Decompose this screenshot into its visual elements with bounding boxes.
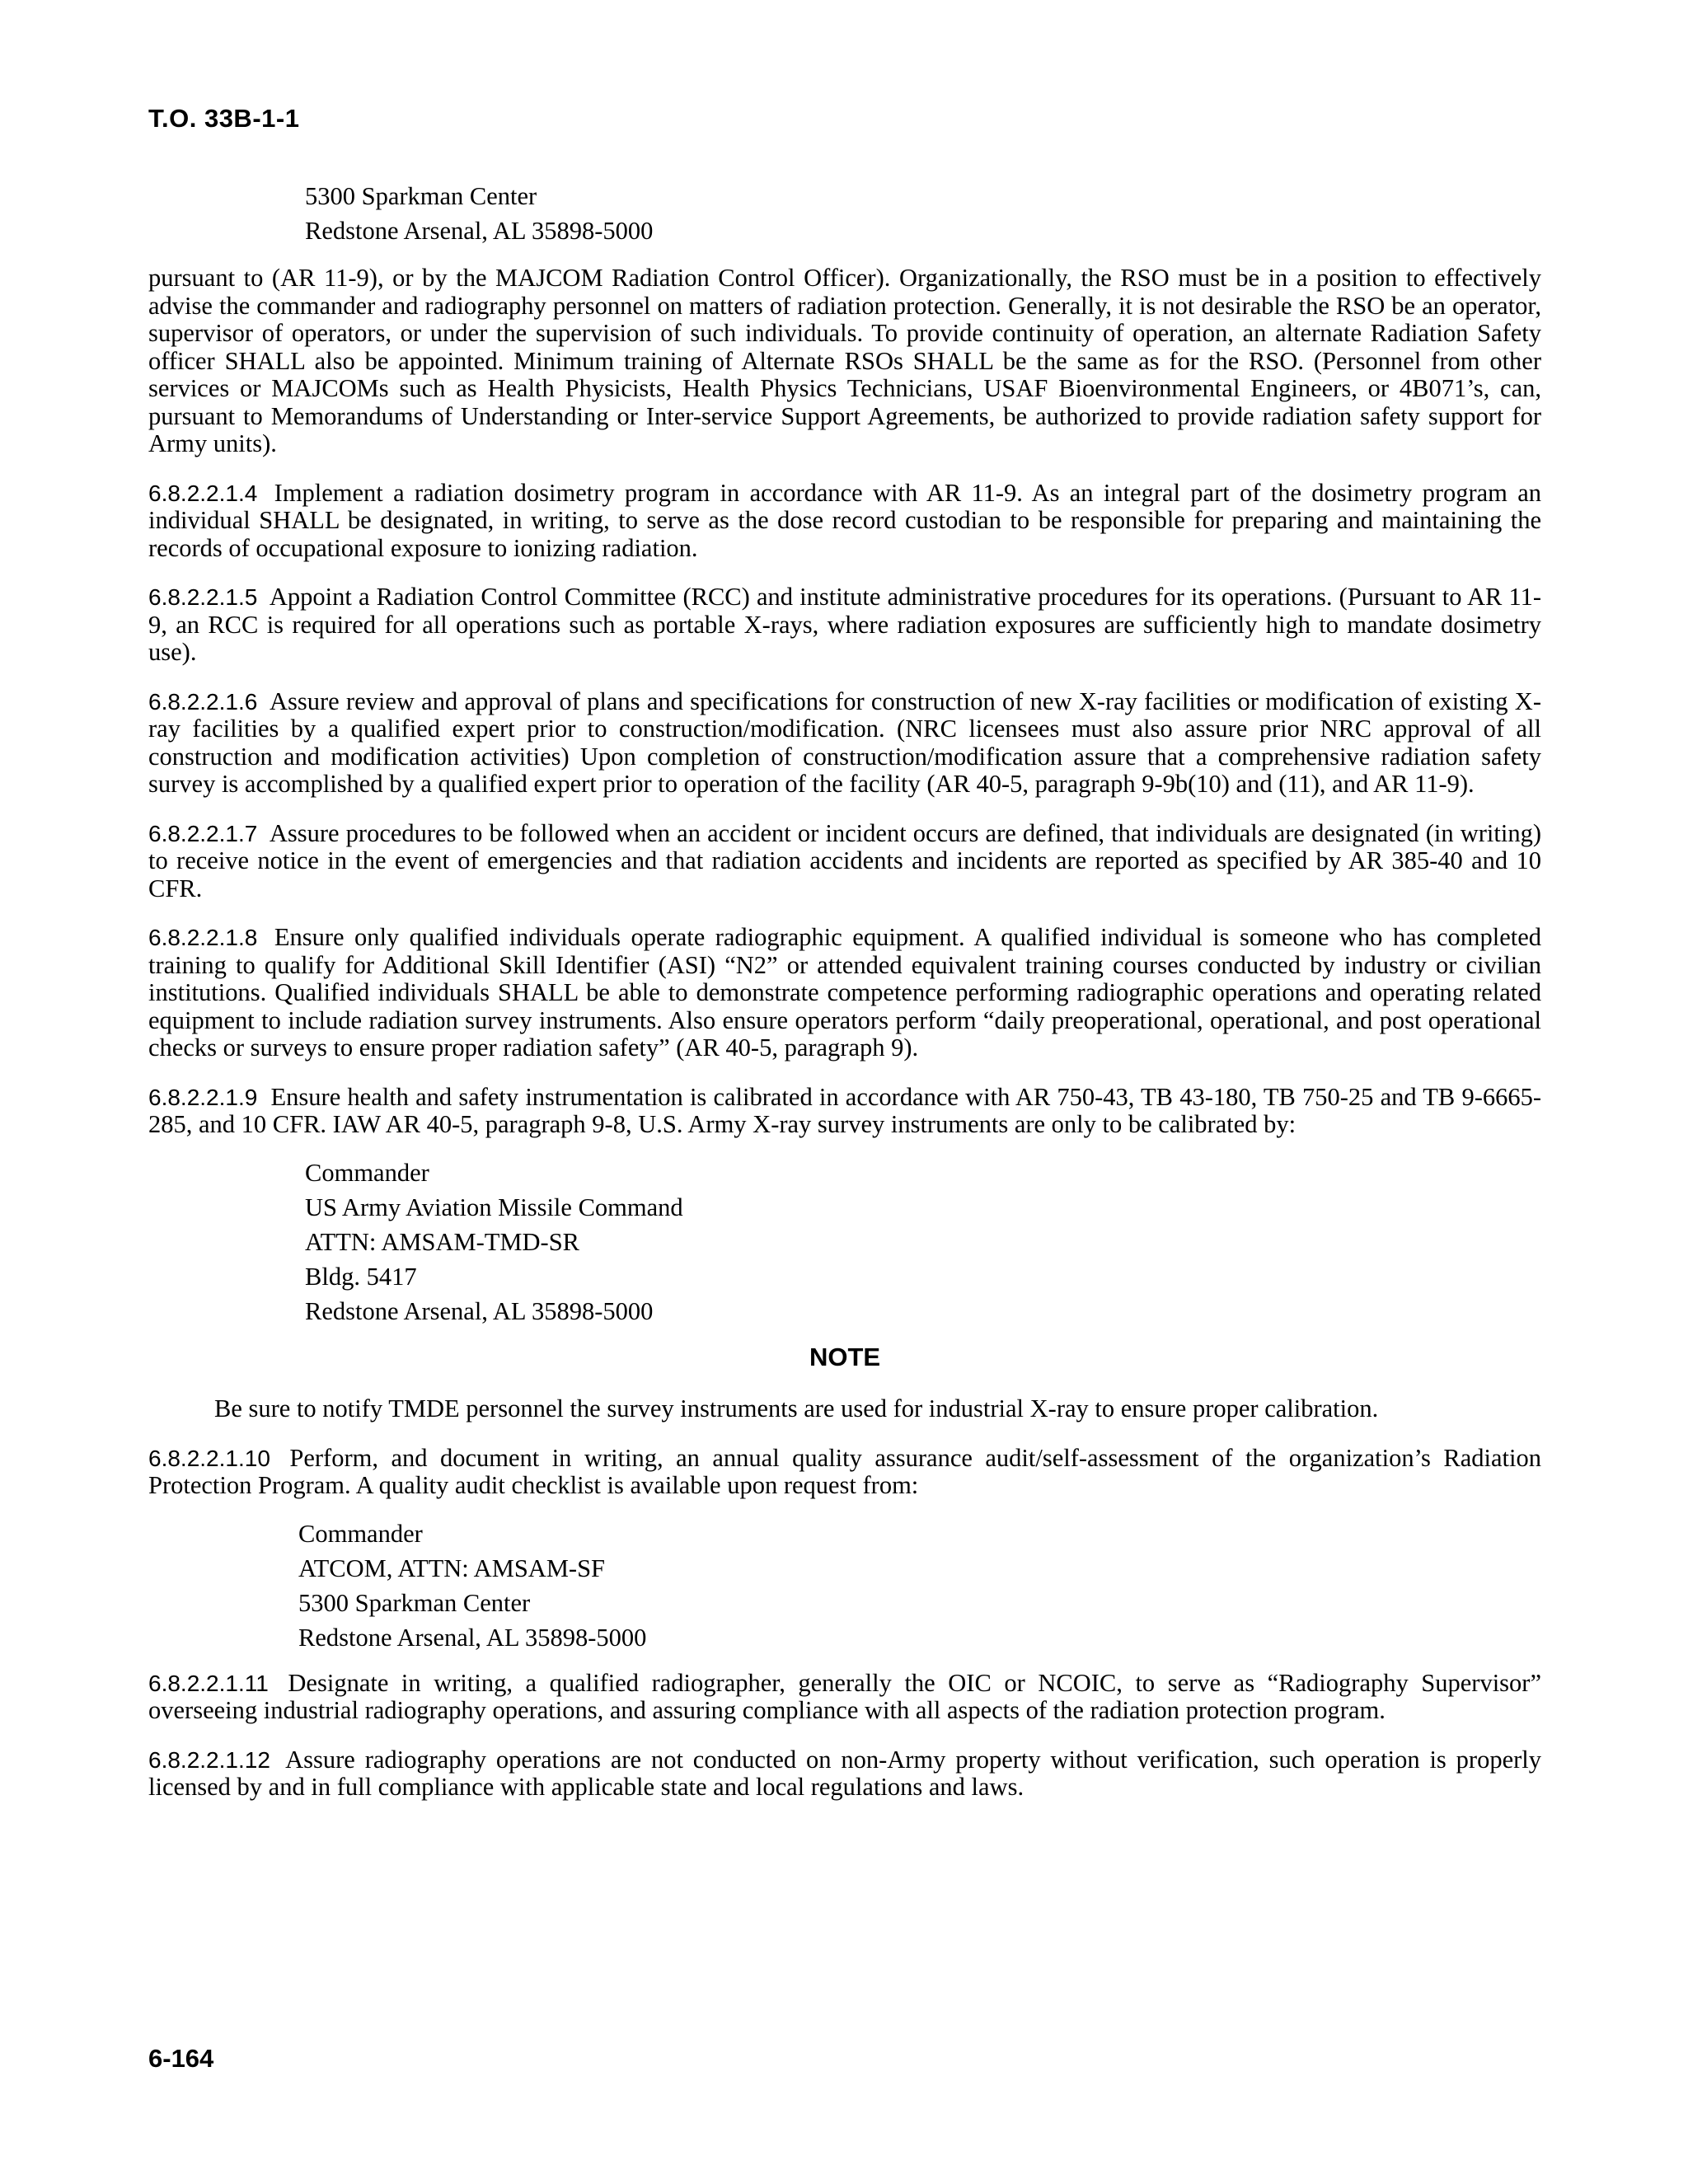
paragraph-number: 6.8.2.2.1.11 (148, 1670, 269, 1696)
address-line: US Army Aviation Missile Command (305, 1193, 683, 1221)
page-body (148, 179, 1541, 1823)
paragraph-number: 6.8.2.2.1.12 (148, 1746, 270, 1773)
paragraph-6-8-2-2-1-7 (148, 820, 1541, 903)
paragraph-number: 6.8.2.2.1.8 (148, 925, 258, 950)
address-block-top (305, 179, 1541, 248)
paragraph-text: Ensure only qualified individuals operate radiographic equipment. A qualified individual is someone who has completed training to qualify for Additional Skill Identifier (ASI) “N2” or attended equivalent training courses conducted by industry or civilian institutions. Qualified individuals SHALL be able to demonstrate competence performing radiographic operations and operating related equipment to include radiation survey instruments. Also ensure operators perform “daily preoperational, operational, and post operational checks or surveys to ensure proper radiation safety” (AR 40-5, paragraph 9). (148, 923, 1542, 1062)
address-line: Redstone Arsenal, AL 35898-5000 (305, 217, 654, 245)
note-heading: NOTE (809, 1342, 881, 1371)
address-line: Bldg. 5417 (305, 1262, 417, 1291)
address-line: Redstone Arsenal, AL 35898-5000 (305, 1296, 654, 1325)
paragraph-text: Implement a radiation dosimetry program in accordance with AR 11-9. As an integral part of the dosimetry program an individual SHALL be designated, in writing, to serve as the dose record custodian to be responsible for preparing and maintaining the records of occupational exposure to ionizing radiation. (148, 478, 1541, 562)
address-line: Redstone Arsenal, AL 35898-5000 (298, 1623, 647, 1652)
address-line: 5300 Sparkman Center (298, 1588, 531, 1617)
document-id: T.O. 33B-1-1 (148, 104, 300, 133)
intro-paragraph: pursuant to (AR 11-9), or by the MAJCOM Radiation Control Officer). Organizationally, the RSO must be in a position to effectively advise the commander and radiography personnel on matters of radiation protection. Generally, it is not desirable the RSO be an operator, supervisor of operators, or under the supervision of such individuals. To provide continuity of operation, an alternate Radiation Safety officer SHALL also be appointed. Minimum training of Alternate RSOs SHALL be the same as for the RSO. (Personnel from other services or MAJCOMs such as Health Physicists, Health Physics Technicians, USAF Bioenvironmental Engineers, or 4B071’s, can, pursuant to Memorandums of Understanding or Inter-service Support Agreements, be authorized to provide radiation safety support for Army units). (148, 264, 1541, 457)
paragraph-number: 6.8.2.2.1.7 (148, 820, 258, 846)
address-line: ATCOM, ATTN: AMSAM-SF (298, 1554, 606, 1582)
paragraph-6-8-2-2-1-4 (148, 480, 1541, 563)
page-number: 6-164 (148, 2044, 214, 2073)
paragraph-6-8-2-2-1-6 (148, 688, 1541, 799)
paragraph-number: 6.8.2.2.1.10 (148, 1445, 270, 1471)
paragraph-6-8-2-2-1-12 (148, 1746, 1541, 1802)
paragraph-number: 6.8.2.2.1.9 (148, 1084, 258, 1110)
paragraph-number: 6.8.2.2.1.4 (148, 480, 258, 506)
paragraph-text: Ensure health and safety instrumentation is calibrated in accordance with AR 750-43, TB 43-180, TB 750-25 and TB 9-6665-285, and 10 CFR. IAW AR 40-5, paragraph 9-8, U.S. Army X-ray survey instruments are only to be calibrated by: (148, 1082, 1542, 1138)
paragraph-text: Appoint a Radiation Control Committee (RCC) and institute administrative procedures for its operations. (Pursuant to AR 11-9, an RCC is required for all operations such as portable X-rays, where radiation exposures are sufficiently high to mandate dosimetry use). (148, 583, 1541, 666)
paragraph-text: Assure review and approval of plans and specifications for construction of new X-ray facilities or modification of existing X-ray facilities by a qualified expert prior to construction/modification. (NRC licensees must also assure prior NRC approval of all construction and modification activities) Upon completion of construction/modification assure that a comprehensive radiation safety survey is accomplished by a qualified expert prior to operation of the facility (AR 40-5, paragraph 9-9b(10) and (11), and AR 11-9). (148, 687, 1541, 798)
paragraph-6-8-2-2-1-8 (148, 924, 1541, 1062)
paragraph-6-8-2-2-1-11 (148, 1670, 1541, 1725)
paragraph-6-8-2-2-1-10 (148, 1445, 1541, 1500)
paragraph-6-8-2-2-1-9 (148, 1084, 1541, 1139)
paragraph-text: Assure procedures to be followed when an accident or incident occurs are defined, that individuals are designated (in writing) to receive notice in the event of emergencies and that radiation accidents and incidents are reported as specified by AR 385-40 and 10 CFR. (148, 818, 1541, 902)
address-line: 5300 Sparkman Center (305, 182, 537, 210)
address-line: Commander (305, 1158, 429, 1187)
paragraph-6-8-2-2-1-5 (148, 583, 1541, 667)
address-line: Commander (298, 1519, 423, 1548)
paragraph-text: Assure radiography operations are not conducted on non-Army property without verification, such operation is properly licensed by and in full compliance with applicable state and local regulations and laws. (148, 1745, 1541, 1801)
paragraph-text: Designate in writing, a qualified radiographer, generally the OIC or NCOIC, to serve as “Radiography Supervisor” overseeing industrial radiography operations, and assuring compliance with all aspects of the radiation protection program. (148, 1668, 1541, 1724)
address-block-calibration (305, 1155, 1541, 1329)
address-block-audit (298, 1516, 1541, 1655)
address-line: ATTN: AMSAM-TMD-SR (305, 1227, 579, 1256)
note-text: Be sure to notify TMDE personnel the survey instruments are used for industrial X-ray to ensure proper calibration. (214, 1394, 1379, 1422)
paragraph-text: Perform, and document in writing, an annual quality assurance audit/self-assessment of the organization’s Radiation Protection Program. A quality audit checklist is available upon request from: (148, 1443, 1541, 1499)
paragraph-number: 6.8.2.2.1.6 (148, 688, 258, 715)
paragraph-number: 6.8.2.2.1.5 (148, 584, 258, 610)
